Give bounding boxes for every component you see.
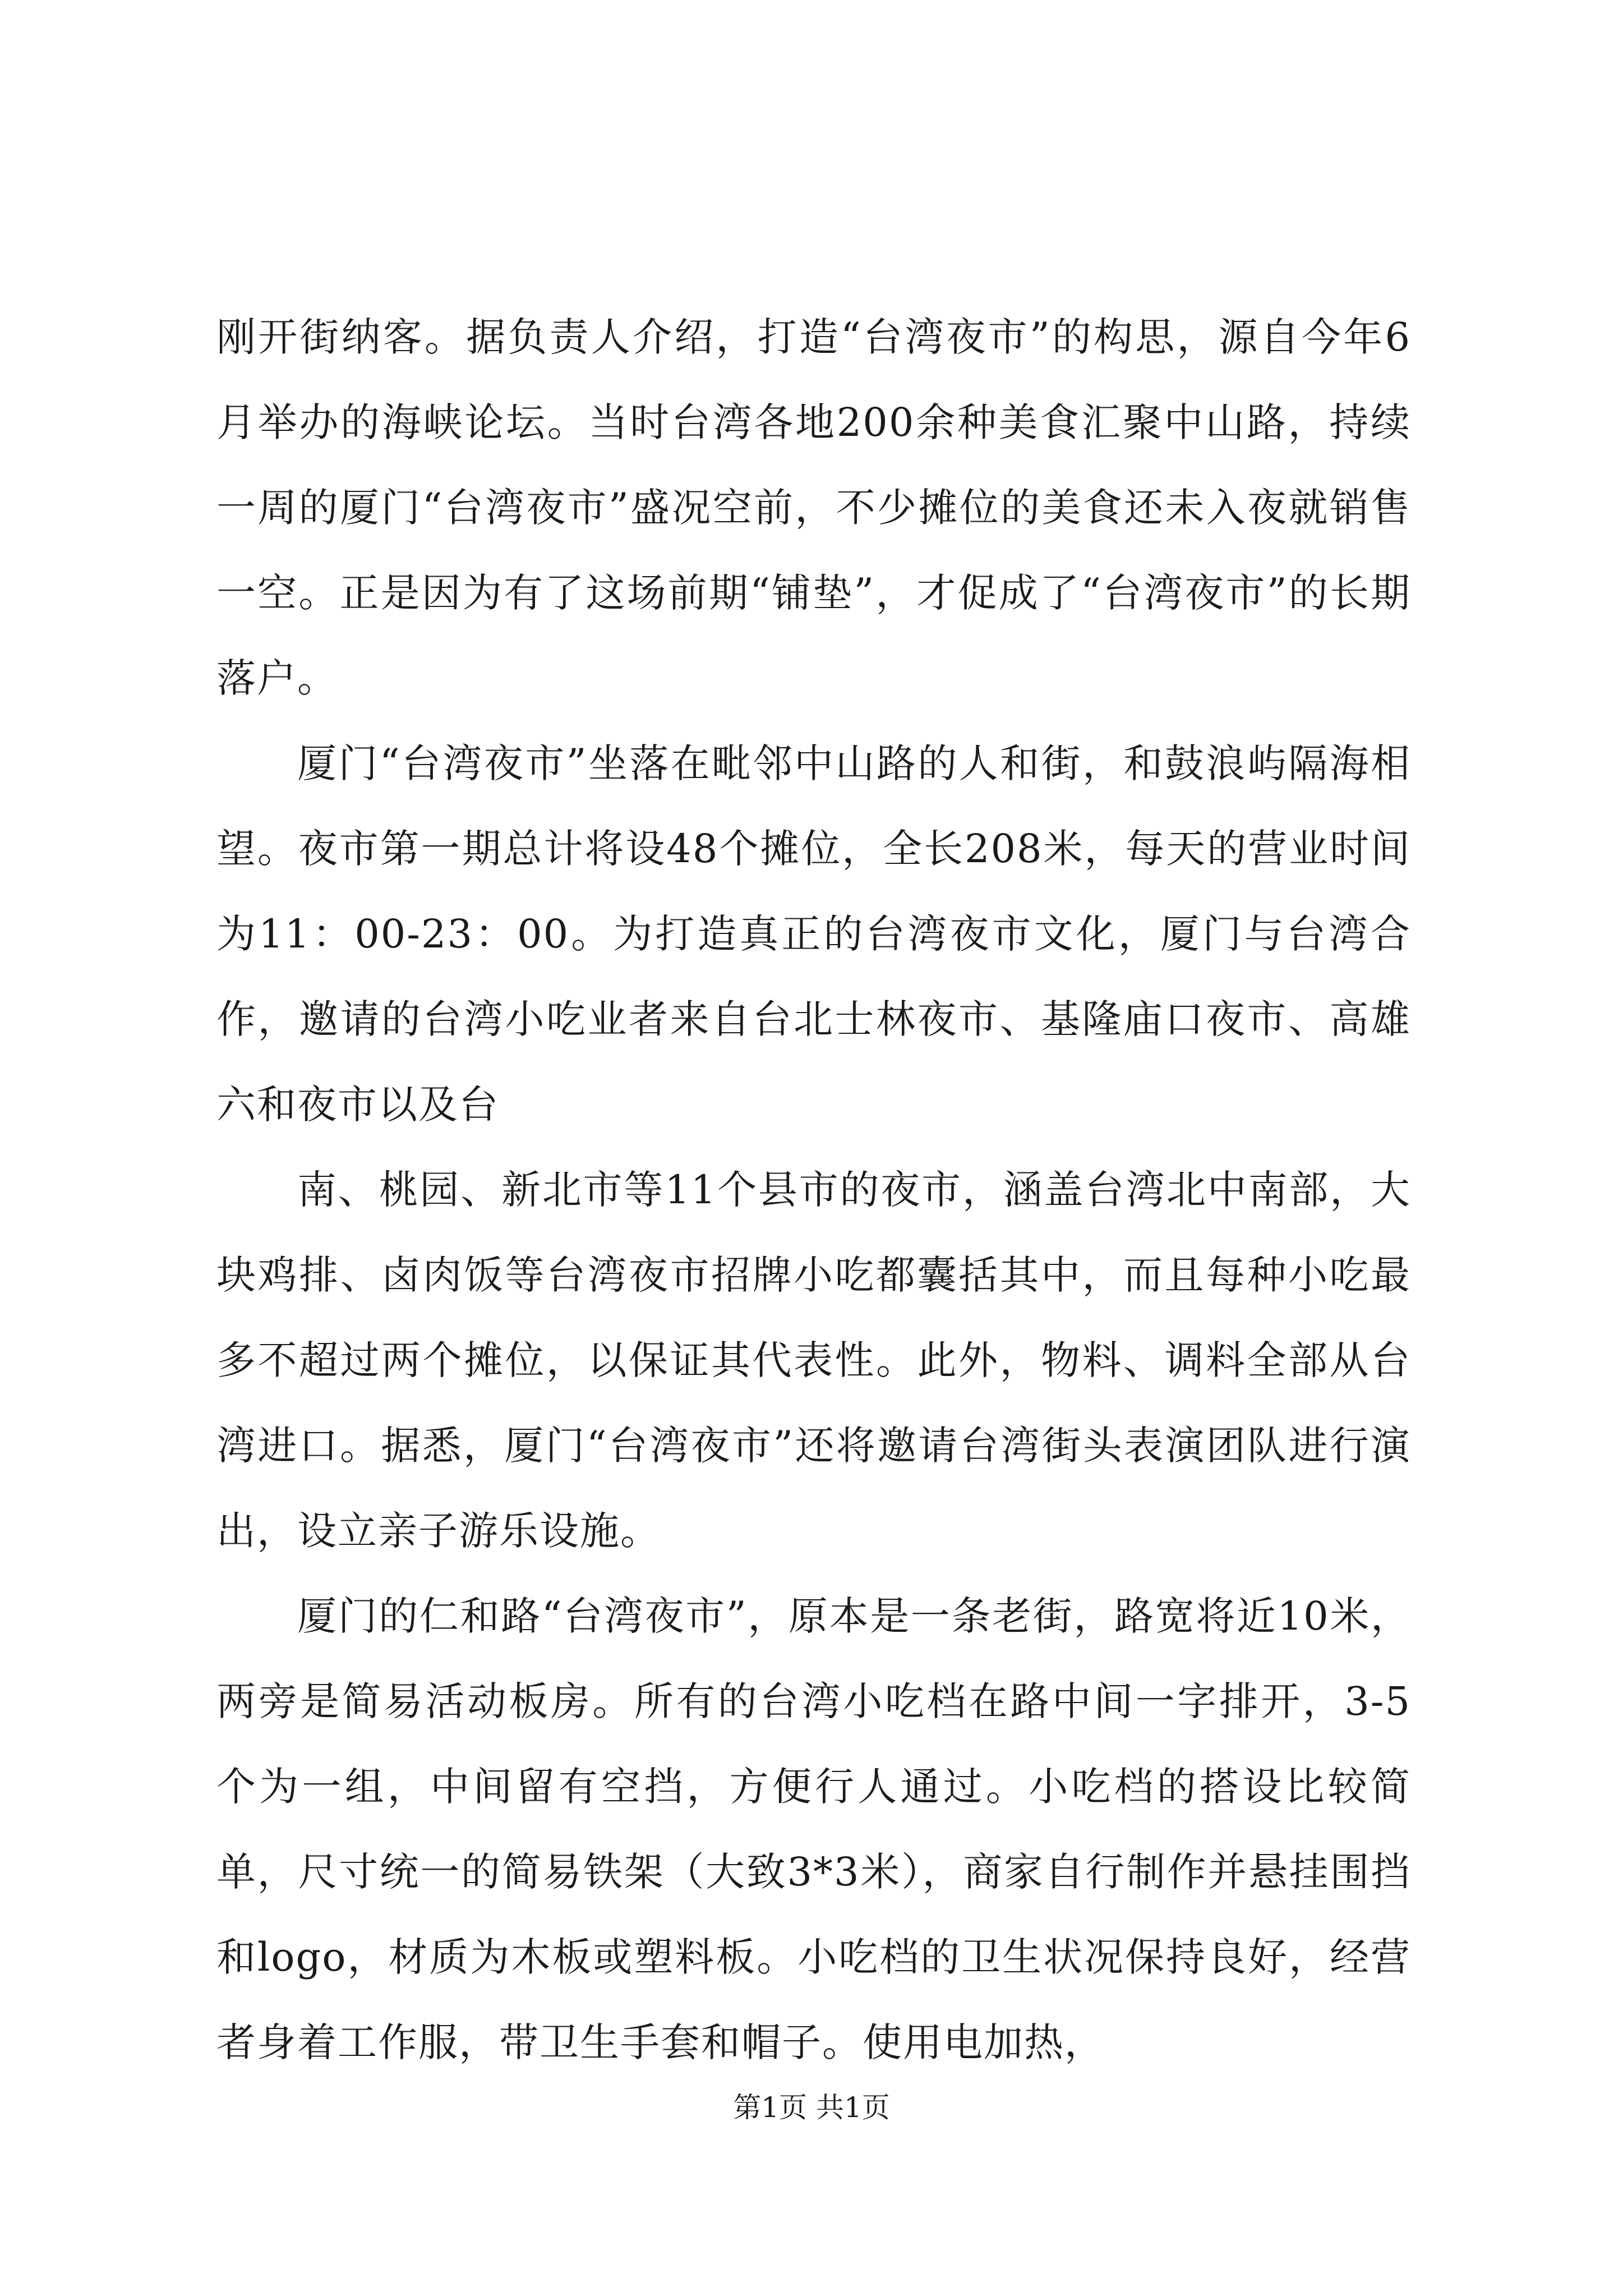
- document-body: [216, 295, 1411, 2085]
- paragraph-1: 刚开街纳客。据负责人介绍，打造“台湾夜市”的构思，源自今年6月举办的海峡论坛。当时台湾各地200余种美食汇聚中山路，持续一周的厦门“台湾夜市”盛况空前，不少摊位的美食还未入夜就销售一空。正是因为有了这场前期“铺垫”，才促成了“台湾夜市”的长期落户。: [216, 314, 1411, 701]
- paragraph-2: 厦门“台湾夜市”坐落在毗邻中山路的人和街，和鼓浪屿隔海相望。夜市第一期总计将设48个摊位，全长208米，每天的营业时间为11：00-23：00。为打造真正的台湾夜市文化，厦门与台湾合作，邀请的台湾小吃业者来自台北士林夜市、基隆庙口夜市、高雄六和夜市以及台: [216, 740, 1411, 1128]
- page-footer: 第1页 共1页: [733, 2091, 890, 2124]
- paragraph-4: 厦门的仁和路“台湾夜市”，原本是一条老街，路宽将近10米，两旁是简易活动板房。所有的台湾小吃档在路中间一字排开，3-5个为一组，中间留有空挡，方便行人通过。小吃档的搭设比较简单，尺寸统一的简易铁架（大致3*3米），商家自行制作并悬挂围挡和logo，材质为木板或塑料板。小吃档的卫生状况保持良好，经营者身着工作服，带卫生手套和帽子。使用电加热，: [216, 1593, 1411, 2065]
- paragraph-3: 南、桃园、新北市等11个县市的夜市，涵盖台湾北中南部，大块鸡排、卤肉饭等台湾夜市招牌小吃都囊括其中，而且每种小吃最多不超过两个摊位，以保证其代表性。此外，物料、调料全部从台湾进口。据悉，厦门“台湾夜市”还将邀请台湾街头表演团队进行演出，设立亲子游乐设施。: [216, 1167, 1411, 1554]
